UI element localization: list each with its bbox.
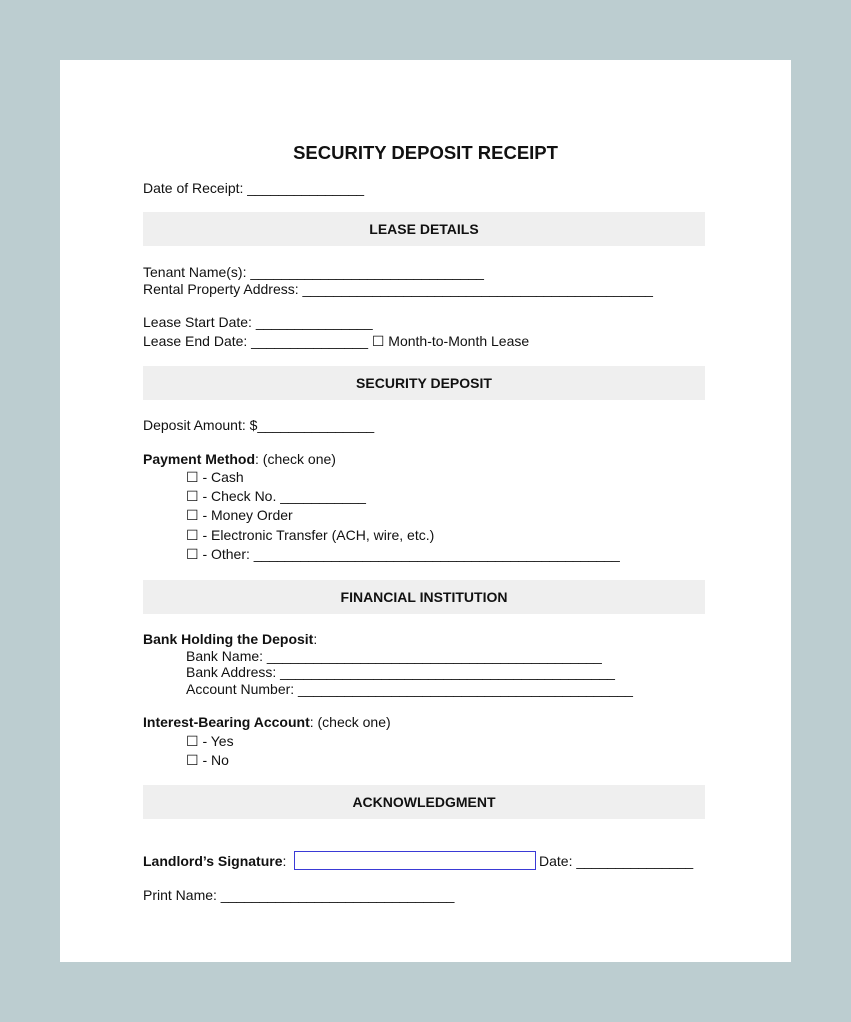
- account-number-line[interactable]: Account Number: ___________________________________________: [186, 681, 633, 697]
- document-title: SECURITY DEPOSIT RECEIPT: [293, 142, 558, 163]
- interest-bearing-heading: [143, 714, 391, 731]
- section-security-deposit-label: SECURITY DEPOSIT: [356, 375, 492, 391]
- payment-option-check[interactable]: ☐ - Check No. ___________: [186, 488, 366, 504]
- payment-method-suffix: : (check one): [255, 451, 336, 467]
- bank-address-line[interactable]: Bank Address: ___________________________________________: [186, 664, 615, 680]
- payment-option-cash[interactable]: ☐ - Cash: [186, 469, 244, 485]
- section-lease-details: [143, 212, 705, 246]
- landlord-signature-field[interactable]: [294, 851, 536, 870]
- bank-holding-suffix: :: [313, 631, 318, 647]
- bank-name-line[interactable]: Bank Name: ___________________________________________: [186, 648, 602, 664]
- bank-holding-heading: [143, 631, 317, 648]
- landlord-signature-label: Landlord’s Signature: [143, 853, 283, 869]
- landlord-signature-heading: [143, 853, 286, 870]
- document-page: [60, 60, 791, 962]
- lease-start-line[interactable]: Lease Start Date: _______________: [143, 314, 373, 330]
- payment-method-label: Payment Method: [143, 451, 256, 467]
- interest-option-no[interactable]: ☐ - No: [186, 752, 229, 768]
- lease-end-line[interactable]: Lease End Date: _______________ ☐ Month-to-Month Lease: [143, 333, 530, 349]
- payment-option-electronic[interactable]: ☐ - Electronic Transfer (ACH, wire, etc.): [186, 527, 435, 543]
- bank-holding-label: Bank Holding the Deposit: [143, 631, 314, 647]
- section-financial-institution: [143, 580, 705, 614]
- interest-bearing-suffix: : (check one): [309, 714, 391, 730]
- payment-option-money-order[interactable]: ☐ - Money Order: [186, 507, 293, 523]
- payment-method-heading: [143, 451, 336, 468]
- landlord-signature-suffix: :: [282, 853, 287, 869]
- deposit-amount-line[interactable]: Deposit Amount: $_______________: [143, 417, 375, 433]
- section-security-deposit: [143, 366, 705, 400]
- section-lease-details-label: LEASE DETAILS: [369, 221, 479, 237]
- interest-option-yes[interactable]: ☐ - Yes: [186, 733, 234, 749]
- rental-address-line[interactable]: Rental Property Address: _____________________________________________: [143, 281, 653, 297]
- payment-option-other[interactable]: ☐ - Other: _______________________________________________: [186, 546, 620, 562]
- section-financial-institution-label: FINANCIAL INSTITUTION: [340, 589, 508, 605]
- interest-bearing-label: Interest-Bearing Account: [143, 714, 310, 730]
- print-name-line[interactable]: Print Name: ______________________________: [143, 887, 455, 903]
- section-acknowledgment-label: ACKNOWLEDGMENT: [352, 794, 496, 810]
- signature-date-line[interactable]: Date: _______________: [539, 853, 694, 869]
- tenant-name-line[interactable]: Tenant Name(s): ______________________________: [143, 264, 484, 280]
- section-acknowledgment: [143, 785, 705, 819]
- date-of-receipt-line[interactable]: Date of Receipt: _______________: [143, 180, 365, 196]
